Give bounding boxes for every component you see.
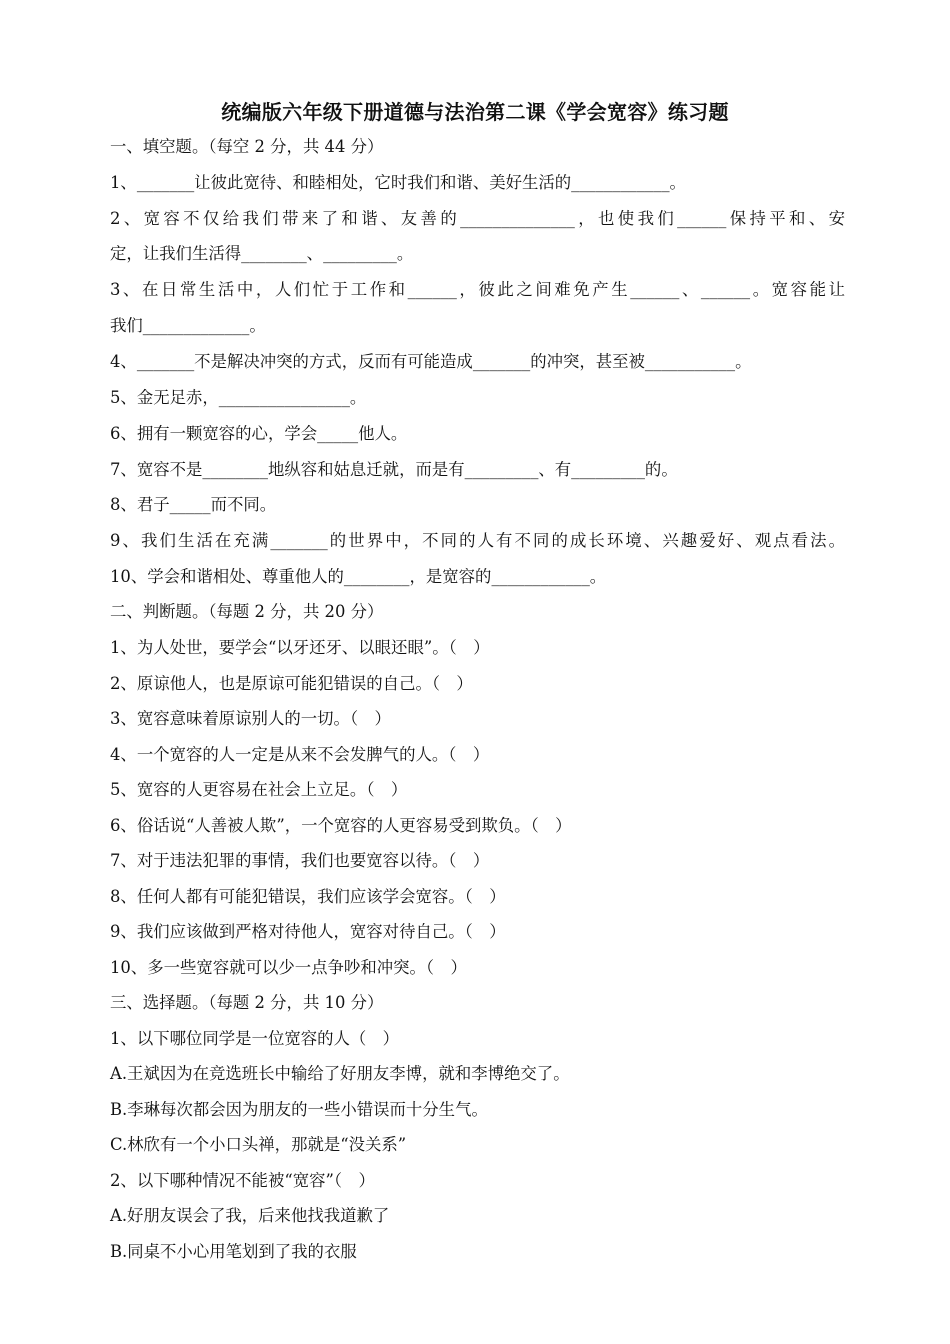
judge-question-7: 7、对于违法犯罪的事情，我们也要宽容以待。（ ） xyxy=(110,851,490,870)
choice-1-option-a: A.王斌因为在竞选班长中输给了好朋友李博，就和李博绝交了。 xyxy=(110,1064,570,1083)
section-3-heading: 三、选择题。（每题 2 分，共 10 分） xyxy=(110,993,384,1012)
fill-question-3-line-1: 3、在日常生活中，人们忙于工作和______，彼此之间难免产生______、______。宽容能让 xyxy=(110,280,845,299)
fill-question-10: 10、学会和谐相处、尊重他人的________，是宽容的____________。 xyxy=(110,567,607,586)
choice-question-1: 1、以下哪位同学是一位宽容的人（ ） xyxy=(110,1029,400,1048)
worksheet-title: 统编版六年级下册道德与法治第二课《学会宽容》练习题 xyxy=(221,100,729,124)
choice-1-option-b: B.李琳每次都会因为朋友的一些小错误而十分生气。 xyxy=(110,1100,488,1119)
fill-question-9: 9、我们生活在充满_______的世界中，不同的人有不同的成长环境、兴趣爱好、观点看法。 xyxy=(110,531,845,550)
fill-question-5: 5、金无足赤，________________。 xyxy=(110,388,367,407)
fill-question-4: 4、_______不是解决冲突的方式，反而有可能造成_______的冲突，甚至被___________。 xyxy=(110,352,752,371)
judge-question-10: 10、多一些宽容就可以少一点争吵和冲突。（ ） xyxy=(110,958,467,977)
choice-2-option-a: A.好朋友误会了我，后来他找我道歉了 xyxy=(110,1206,390,1225)
fill-question-3-line-2: 我们_____________。 xyxy=(110,316,266,335)
fill-question-1: 1、_______让彼此宽待、和睦相处，它时我们和谐、美好生活的____________。 xyxy=(110,173,686,192)
judge-question-1: 1、为人处世，要学会“以牙还牙、以眼还眼”。（ ） xyxy=(110,638,490,657)
judge-question-3: 3、宽容意味着原谅别人的一切。（ ） xyxy=(110,709,391,728)
choice-question-2: 2、以下哪种情况不能被“宽容”（ ） xyxy=(110,1171,375,1190)
judge-question-9: 9、我们应该做到严格对待他人，宽容对待自己。（ ） xyxy=(110,922,506,941)
choice-2-option-b: B.同桌不小心用笔划到了我的衣服 xyxy=(110,1242,357,1261)
fill-question-7: 7、宽容不是________地纵容和姑息迁就，而是有_________、有_________的。 xyxy=(110,460,678,479)
fill-question-2-line-1: 2、宽容不仅给我们带来了和谐、友善的______________，也使我们______保持平和、安 xyxy=(110,209,845,228)
section-1-heading: 一、填空题。（每空 2 分，共 44 分） xyxy=(110,137,384,156)
judge-question-5: 5、宽容的人更容易在社会上立足。（ ） xyxy=(110,780,408,799)
judge-question-8: 8、任何人都有可能犯错误，我们应该学会宽容。（ ） xyxy=(110,887,506,906)
fill-question-2-line-2: 定，让我们生活得________、_________。 xyxy=(110,244,414,263)
choice-1-option-c: C.林欣有一个小口头禅，那就是“没关系” xyxy=(110,1135,407,1154)
section-2-heading: 二、判断题。（每题 2 分，共 20 分） xyxy=(110,602,384,621)
fill-question-8: 8、君子_____而不同。 xyxy=(110,495,277,514)
fill-question-6: 6、拥有一颗宽容的心，学会_____他人。 xyxy=(110,424,408,443)
judge-question-4: 4、一个宽容的人一定是从来不会发脾气的人。（ ） xyxy=(110,745,490,764)
judge-question-6: 6、俗话说“人善被人欺”，一个宽容的人更容易受到欺负。（ ） xyxy=(110,816,572,835)
judge-question-2: 2、原谅他人，也是原谅可能犯错误的自己。（ ） xyxy=(110,674,473,693)
